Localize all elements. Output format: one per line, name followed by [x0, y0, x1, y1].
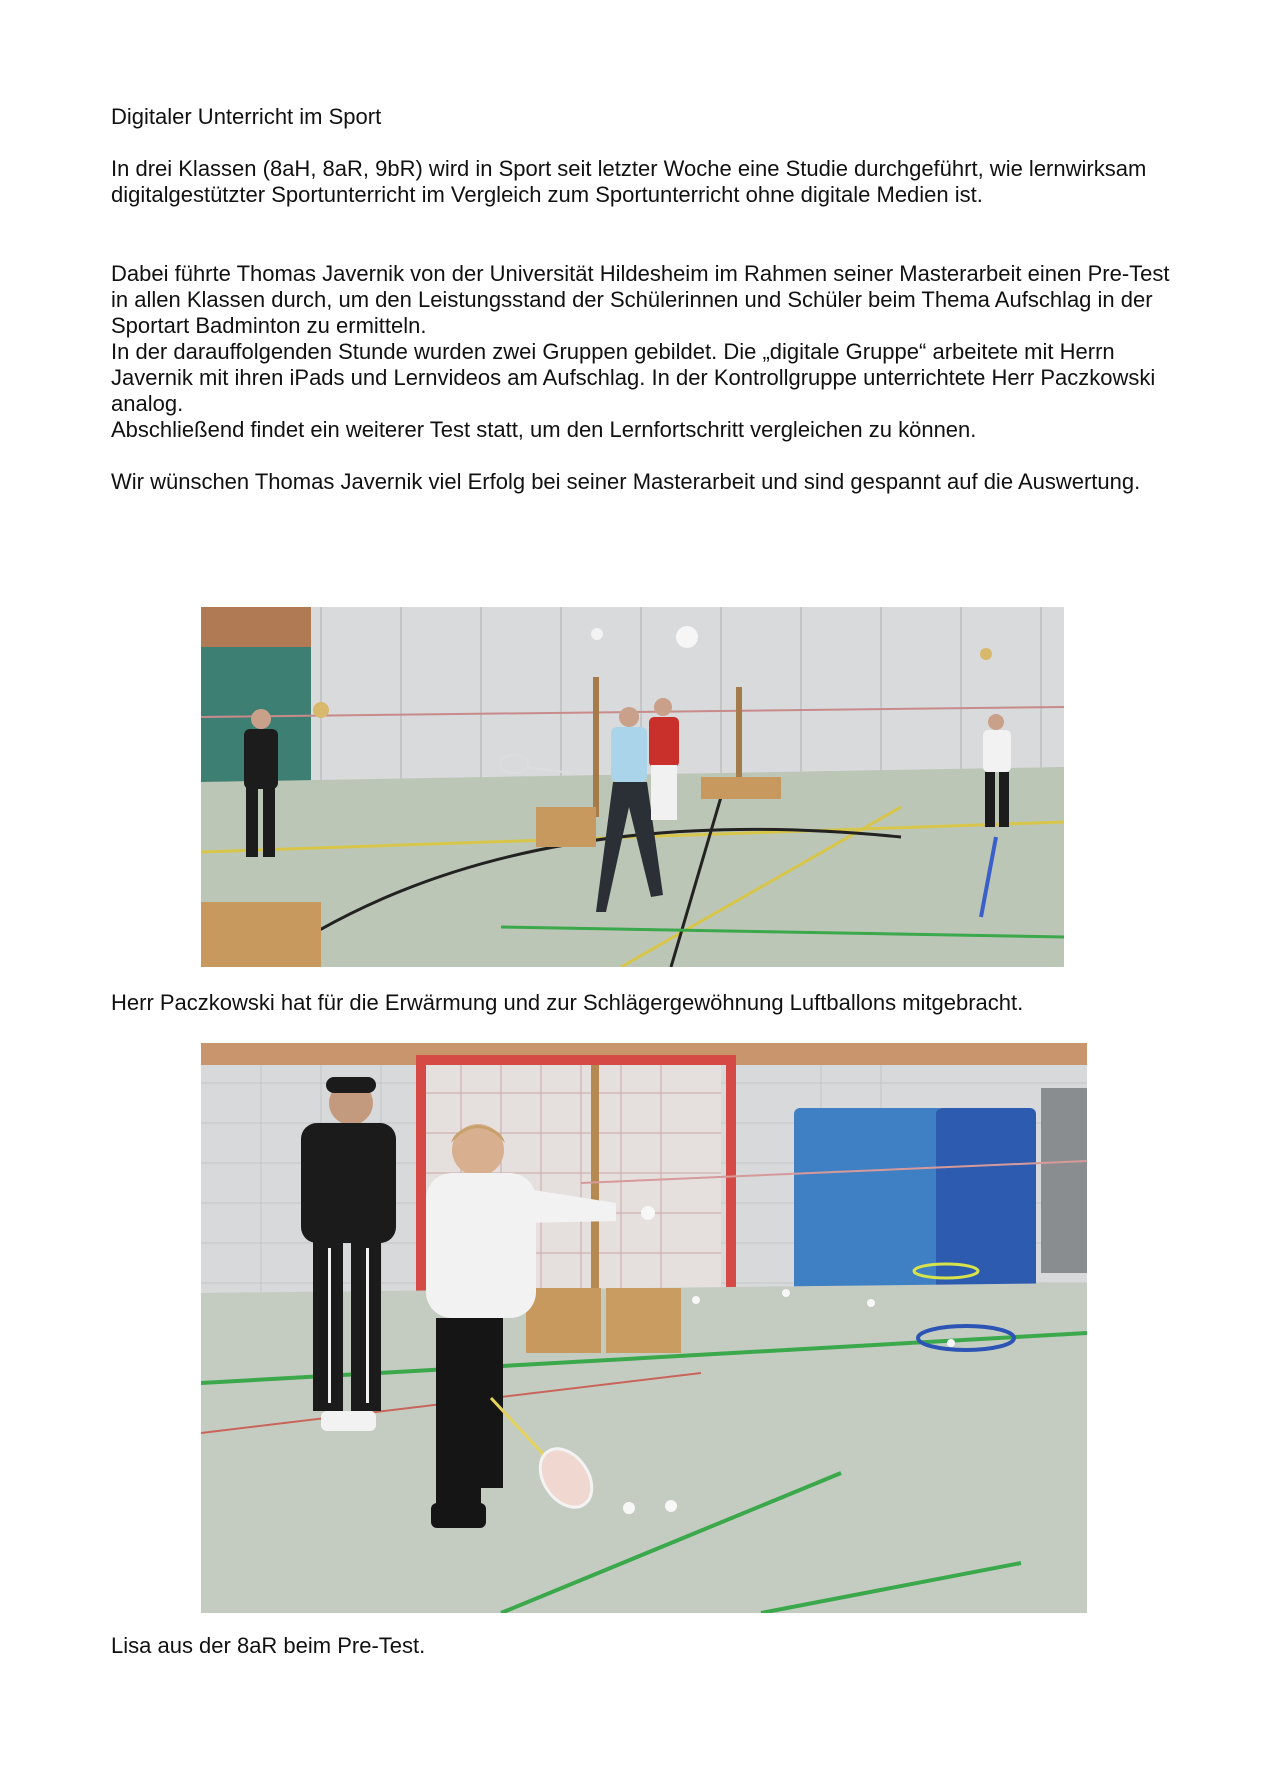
paragraph-study-details	[111, 261, 1171, 443]
photo-pre-test-illustration	[201, 1043, 1087, 1613]
paragraph-line: In der darauffolgenden Stunde wurden zwei Gruppen gebildet. Die „digitale Gruppe“ arbeitete mit Herrn Javernik mit ihren iPads und Lernvideos am Aufschlag. In der Kontrollgruppe unterrichtete Herr Paczkowski analog.	[111, 339, 1156, 416]
photo-balloon-warmup-illustration	[201, 607, 1064, 967]
paragraph-closing-text: Wir wünschen Thomas Javernik viel Erfolg bei seiner Masterarbeit und sind gespannt auf die Auswertung.	[111, 469, 1141, 494]
paragraph-line: Dabei führte Thomas Javernik von der Universität Hildesheim im Rahmen seiner Masterarbeit einen Pre-Test in allen Klassen durch, um den Leistungsstand der Schülerinnen und Schüler beim Thema Aufschlag in der Sportart Badminton zu ermitteln.	[111, 261, 1170, 338]
paragraph-closing	[111, 469, 1171, 495]
paragraph-line: Abschließend findet ein weiterer Test statt, um den Lernfortschritt vergleichen zu können.	[111, 417, 977, 442]
paragraph-intro-text: In drei Klassen (8aH, 8aR, 9bR) wird in Sport seit letzter Woche eine Studie durchgeführt, wie lernwirksam digitalgestützter Sportunterricht im Vergleich zum Sportunterricht ohne digitale Medien ist.	[111, 156, 1147, 207]
photo-pre-test	[201, 1043, 1087, 1613]
photo-balloon-warmup-caption: Herr Paczkowski hat für die Erwärmung und zur Schlägergewöhnung Luftballons mitgebracht.	[111, 990, 1024, 1015]
article-title: Digitaler Unterricht im Sport	[111, 104, 382, 129]
photo-pre-test-caption: Lisa aus der 8aR beim Pre-Test.	[111, 1633, 426, 1658]
photo-balloon-warmup	[201, 607, 1064, 967]
paragraph-intro	[111, 156, 1171, 208]
